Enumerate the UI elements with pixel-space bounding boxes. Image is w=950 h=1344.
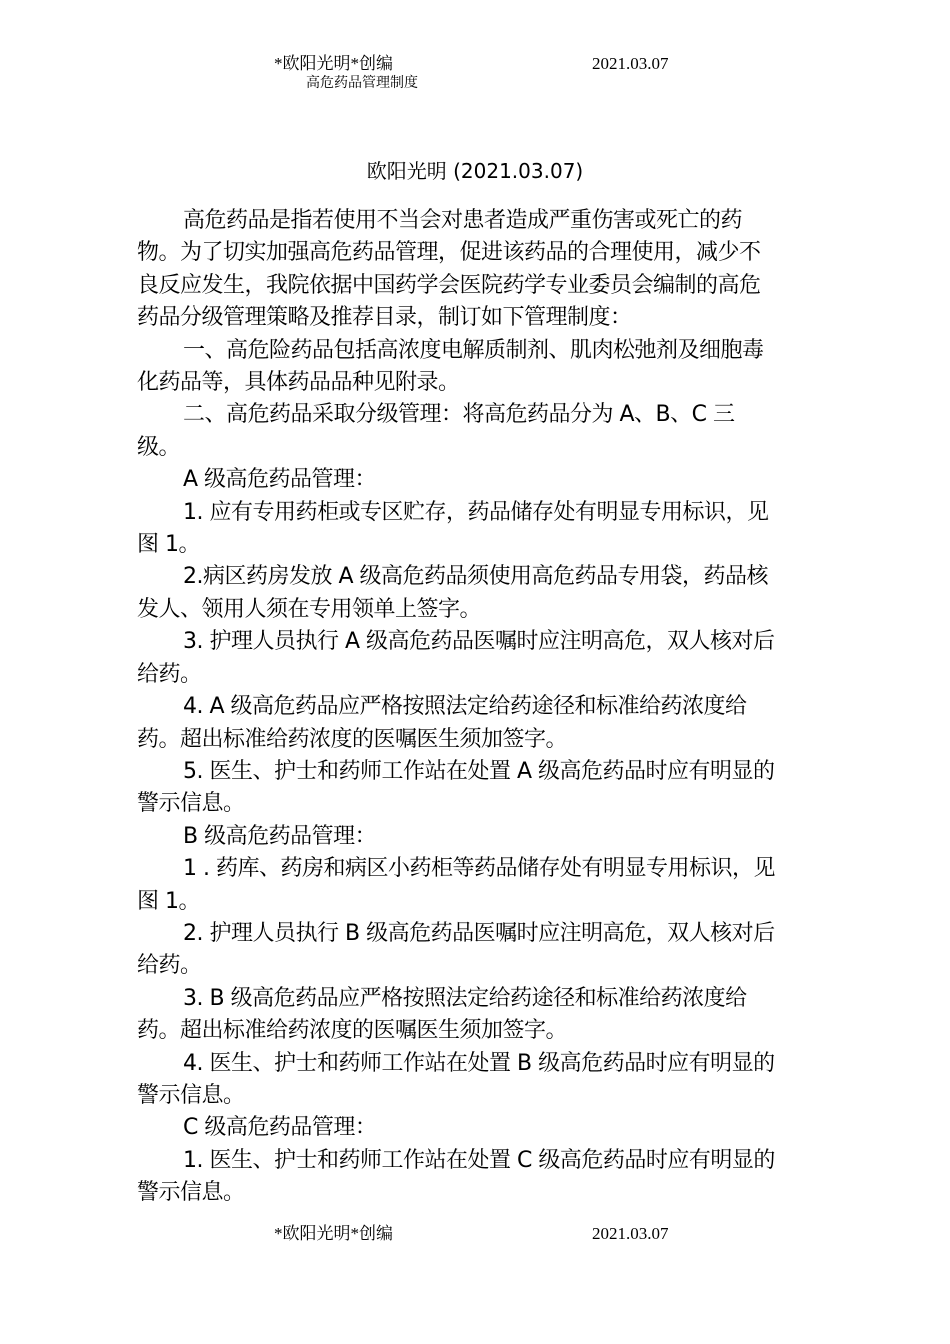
body-line: 4. 医生、护士和药师工作站在处置 B 级高危药品时应有明显的: [183, 1050, 775, 1076]
body-line: 1. 医生、护士和药师工作站在处置 C 级高危药品时应有明显的: [183, 1147, 775, 1173]
body-line: 给药。: [137, 661, 202, 687]
body-line: 物。为了切实加强高危药品管理，促进该药品的合理使用，减少不: [137, 240, 761, 266]
body-line: 警示信息。: [137, 1180, 245, 1206]
body-line: 图 1。: [137, 532, 200, 558]
document-body: [137, 205, 817, 1210]
section-heading-c: C 级高危药品管理：: [183, 1115, 377, 1141]
body-line: 一、高危险药品包括高浓度电解质制剂、肌肉松弛剂及细胞毒: [183, 337, 764, 363]
body-line: 二、高危药品采取分级管理：将高危药品分为 A、B、C 三: [183, 402, 735, 428]
header-title: 高危药品管理制度: [306, 75, 418, 91]
body-line: 2. 护理人员执行 B 级高危药品医嘱时应注明高危，双人核对后: [183, 920, 775, 946]
body-line: 1 . 药库、药房和病区小药柜等药品储存处有明显专用标识，见: [183, 856, 775, 882]
body-line: 化药品等，具体药品品种见附录。: [137, 370, 460, 396]
body-line: 药。超出标准给药浓度的医嘱医生须加签字。: [137, 726, 568, 752]
body-line: 3. 护理人员执行 A 级高危药品医嘱时应注明高危，双人核对后: [183, 629, 775, 655]
body-line: 药品分级管理策略及推荐目录，制订如下管理制度：: [137, 305, 632, 331]
section-heading-a: A 级高危药品管理：: [183, 467, 377, 493]
body-line: 高危药品是指若使用不当会对患者造成严重伤害或死亡的药: [183, 208, 743, 233]
header-author: *欧阳光明*创编: [274, 54, 393, 73]
body-line: 2.病区药房发放 A 级高危药品须使用高危药品专用袋，药品核: [183, 564, 769, 590]
body-line: 药。超出标准给药浓度的医嘱医生须加签字。: [137, 1018, 568, 1044]
body-line: 图 1。: [137, 888, 200, 914]
body-line: 发人、领用人须在专用领单上签字。: [137, 596, 482, 622]
section-heading-b: B 级高危药品管理：: [183, 823, 377, 849]
document-author-line: 欧阳光明 (2021.03.07): [366, 159, 584, 183]
body-line: 5. 医生、护士和药师工作站在处置 A 级高危药品时应有明显的: [183, 758, 775, 784]
footer-date: 2021.03.07: [592, 1224, 669, 1243]
body-line: 警示信息。: [137, 1082, 245, 1108]
body-line: 警示信息。: [137, 791, 245, 817]
body-line: 给药。: [137, 953, 202, 979]
body-line: 1. 应有专用药柜或专区贮存，药品储存处有明显专用标识，见: [183, 499, 769, 525]
body-line: 良反应发生，我院依据中国药学会医院药学专业委员会编制的高危: [137, 272, 761, 298]
body-line: 4. A 级高危药品应严格按照法定给药途径和标准给药浓度给: [183, 694, 747, 720]
footer-author: *欧阳光明*创编: [274, 1224, 393, 1243]
header-date: 2021.03.07: [592, 54, 669, 73]
body-line: 级。: [137, 434, 181, 460]
body-line: 3. B 级高危药品应严格按照法定给药途径和标准给药浓度给: [183, 985, 747, 1011]
